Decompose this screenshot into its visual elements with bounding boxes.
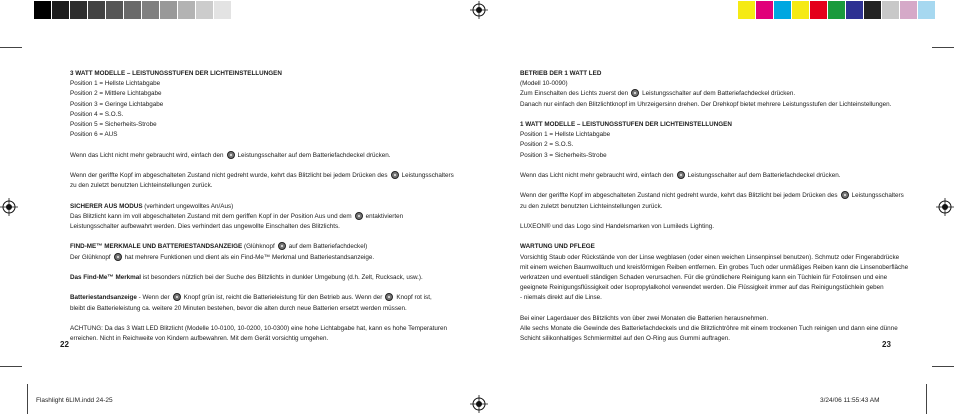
battery-text: Bei einer Lagerdauer des Blitzlichts von über zwei Monaten die Batterien herausnehmen.	[520, 314, 769, 322]
color-swatch	[756, 1, 774, 19]
color-swatch	[88, 1, 106, 19]
color-swatch	[142, 1, 160, 19]
color-swatch	[160, 1, 178, 19]
text: auf dem Batteriefachdeckel)	[288, 243, 368, 251]
paragraph	[520, 191, 904, 201]
power-button-icon	[114, 253, 122, 261]
power-button-icon	[391, 171, 399, 179]
paragraph	[520, 171, 884, 181]
color-swatch	[178, 1, 196, 19]
footer-timestamp: 3/24/06 11:55:43 AM	[820, 397, 880, 404]
paragraph	[70, 273, 430, 283]
power-button-icon	[227, 151, 235, 159]
care-text: verkratzen und eventuell ständigen Schaden verursachen. Für die gründlichere Reinigung kann ein Tüchlein für Fotolinsen und eine	[520, 273, 888, 281]
paragraph: Leistungsschalter aufbewahrt werden. Dies verhindert das ungewollte Einschalten des Blitzlichts.	[70, 223, 340, 230]
text: Leistungsschalter auf dem Batteriefachdeckel drücken.	[642, 90, 796, 98]
mode-item: Position 3 = Geringe Lichtabgabe	[70, 100, 164, 108]
power-button-icon	[278, 242, 286, 250]
color-swatch	[196, 1, 214, 19]
text: Das Blitzlicht kann im voll abgeschalteten Zustand mit dem geriffen Kopf in der Position Aus und dem	[70, 212, 352, 220]
cmyk-color-strip	[738, 1, 936, 19]
heading-note: (verhindert ungewolltes An/Aus)	[142, 202, 234, 210]
care-text: Vorsichtig Staub oder Rückstände von der Linse wegblasen (oder einen weichen Linsenpinsel benutzen). Schmutz oder Fingerabdrücke	[520, 253, 900, 261]
trim-mark	[0, 366, 22, 367]
mode-item: Position 1 = Hellste Lichtabgabe	[520, 131, 611, 139]
trademark-note: LUXEON® und das Logo sind Handelsmarken von Lumileds Lighting.	[520, 222, 715, 230]
color-swatch	[70, 1, 88, 19]
text: Knopf rot ist,	[396, 294, 432, 302]
crosshair-registration-mark-icon	[470, 1, 488, 19]
text: Wenn das Licht nicht mehr gebraucht wird, einfach den	[520, 172, 674, 179]
care-text: - niemals direkt auf die Linse.	[520, 294, 602, 302]
mode-item: Position 2 = Mittlere Lichtabgabe	[70, 90, 162, 98]
text: Wenn das Licht nicht mehr gebraucht wird, einfach den	[70, 151, 224, 159]
power-button-icon	[355, 212, 363, 220]
text: entaktivierten	[365, 212, 404, 220]
text: Zum Einschalten des Lichts zuerst den	[520, 90, 629, 98]
section-heading: WARTUNG UND PFLEGE	[520, 243, 595, 251]
mode-item: Position 2 = S.O.S.	[520, 141, 574, 149]
color-swatch	[774, 1, 792, 19]
color-swatch	[738, 1, 756, 19]
paragraph: zu den zuletzt benutzten Lichteinstellungen zurück.	[520, 202, 663, 210]
section-heading: BETRIEB DER 1 WATT LED	[520, 70, 602, 77]
text: Leistungsschalters	[851, 192, 904, 200]
mode-item: Position 6 = AUS	[70, 131, 118, 139]
crosshair-registration-mark-icon	[0, 198, 18, 216]
text: Leistungsschalter auf dem Batteriefachdeckel drücken.	[237, 151, 391, 159]
text: hat mehrere Funktionen und dient als ein Find-Me™ Merkmal und Batteriestandsanzeige.	[124, 253, 375, 261]
mode-item: Position 1 = Hellste Lichtabgabe	[70, 80, 161, 88]
power-button-icon	[385, 293, 393, 301]
warning-text: erreichen. Nicht in Reichweite von Kindern aufbewahren. Mit dem Gerät vorsichtig umgehen.	[70, 335, 329, 343]
color-swatch	[846, 1, 864, 19]
text: ist besonders nützlich bei der Suche des Blitzlichts in dunkler Umgebung (d.h. Zelt, Rucksack, usw.).	[141, 273, 423, 281]
warning-text: ACHTUNG: Da das 3 Watt LED Blitzlicht (Modelle 10-0100, 10-0200, 10-0300) eine hohe Lichtabgabe hat, kann es hohe Temperaturen	[70, 324, 447, 332]
text: Leistungsschalters	[401, 172, 454, 179]
trim-mark	[932, 47, 954, 48]
color-swatch	[918, 1, 936, 19]
care-text: geeignete Reinigungsflüssigkeit oder Isopropylalkohol verwendet werden. Die Flüssigkeit immer auf das Reinigungstüchlein geben	[520, 284, 884, 292]
section-heading	[70, 242, 430, 252]
text: Der Glühknopf	[70, 253, 111, 261]
care-text: mit einem weichen Baumwolltuch und kreisförmigen Reiben entfernen. Ein grobes Tuch oder unmäßiges Reiben kann die Linsenoberfläche	[520, 263, 909, 271]
footer-filename: Flashlight 6LIM.indd 24-25	[36, 397, 113, 404]
crosshair-registration-mark-icon	[936, 198, 954, 216]
bold-term: Batteriestandsanzeige	[70, 294, 137, 302]
right-page	[520, 69, 909, 344]
color-swatch	[828, 1, 846, 19]
text: Wenn der geriffte Kopf im abgeschalteten Zustand nicht gedreht wurde, kehrt das Blitzlicht bei jedem Drücken des	[520, 192, 838, 200]
trim-mark	[27, 384, 28, 414]
section-heading: 3 WATT MODELLE – LEISTUNGSSTUFEN DER LICHTEINSTELLUNGEN	[70, 70, 282, 77]
paragraph	[520, 89, 884, 99]
model-note: (Modell 10-0090)	[520, 80, 568, 88]
color-swatch	[52, 1, 70, 19]
color-swatch	[232, 1, 250, 19]
section-heading	[70, 202, 430, 212]
color-swatch	[882, 1, 900, 19]
page-number-left: 22	[60, 340, 69, 349]
paragraph: zu den zuletzt benutzten Lichteinstellungen zurück.	[70, 182, 213, 190]
power-button-icon	[677, 171, 685, 179]
paragraph	[70, 151, 430, 161]
color-swatch	[900, 1, 918, 19]
color-swatch	[792, 1, 810, 19]
trim-mark	[932, 366, 954, 367]
bold-term: Das Find-Me™ Merkmal	[70, 273, 142, 281]
text: (Glühknopf	[242, 243, 275, 251]
mode-item: Position 3 = Sicherheits-Strobe	[520, 151, 607, 159]
battery-text: Schicht silikonhaltiges Schmiermittel auf den O-Ring aus Gummi auftragen.	[520, 335, 730, 343]
trim-mark	[0, 47, 22, 48]
color-swatch	[810, 1, 828, 19]
color-swatch	[214, 1, 232, 19]
section-heading: 1 WATT MODELLE – LEISTUNGSSTUFEN DER LICHTEINSTELLUNGEN	[520, 121, 732, 128]
heading-text: SICHERER AUS MODUS	[70, 202, 143, 210]
color-swatch	[124, 1, 142, 19]
grayscale-color-strip	[34, 1, 250, 19]
color-swatch	[34, 1, 52, 19]
paragraph	[70, 293, 430, 303]
text: Leistungsschalter auf dem Batteriefachdeckel drücken.	[687, 172, 841, 179]
power-button-icon	[631, 89, 639, 97]
paragraph	[70, 171, 454, 181]
paragraph: Danach nur einfach den Blitzlichtknopf im Uhrzeigersinn drehen. Der Drehkopf bietet mehrere Leistungsstufen der Lichteinstellungen.	[520, 100, 892, 108]
paragraph	[70, 212, 430, 222]
mode-item: Position 4 = S.O.S.	[70, 110, 124, 118]
paragraph: bleibt die Batterieleistung ca. weitere 20 Minuten bestehen, bevor die alten durch neue Batterien ersetzt werden müssen.	[70, 304, 407, 312]
text: Wenn der geriffte Kopf im abgeschalteten Zustand nicht gedreht wurde, kehrt das Blitzlicht bei jedem Drücken des	[70, 172, 388, 179]
power-button-icon	[173, 293, 181, 301]
battery-text: Alle sechs Monate die Gewinde des Batteriefachdeckels und die Blitzlichtröhre mit einem trockenen Tuch reinigen und dann eine dünne	[520, 324, 898, 332]
trim-mark	[926, 384, 927, 414]
page-number-right: 23	[882, 340, 891, 349]
text: Knopf grün ist, reicht die Batterieleistung für den Betrieb aus. Wenn der	[183, 294, 383, 302]
paragraph	[70, 253, 430, 263]
text: - Wenn der	[136, 294, 170, 302]
color-swatch	[864, 1, 882, 19]
power-button-icon	[841, 191, 849, 199]
mode-item: Position 5 = Sicherheits-Strobe	[70, 121, 157, 129]
color-swatch	[106, 1, 124, 19]
left-page	[70, 69, 454, 344]
heading-text: FIND-ME™ MERKMALE UND BATTERIESTANDSANZEIGE	[70, 243, 243, 251]
crosshair-registration-mark-icon	[470, 395, 488, 413]
